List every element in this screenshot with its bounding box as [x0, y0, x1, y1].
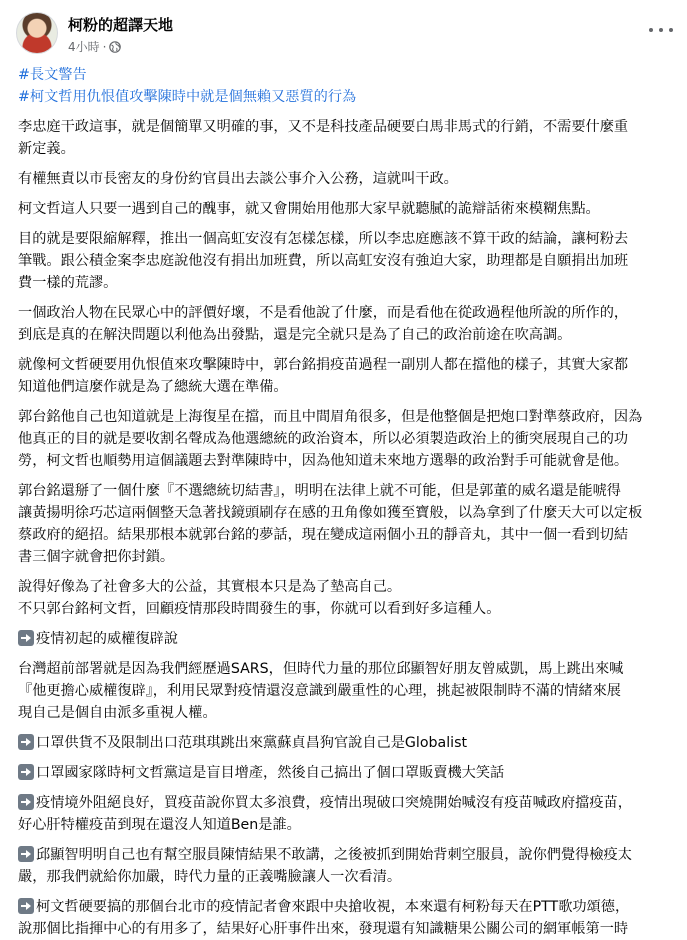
paragraph-line: 郭台銘他自己也知道就是上海復星在擋，而且中間眉角很多，但是他整個是把炮口對準蔡政府，因為	[18, 409, 643, 425]
post-paragraph	[18, 576, 674, 620]
arrow-right-icon	[18, 764, 34, 780]
post-paragraph	[18, 228, 674, 294]
arrow-right-icon	[18, 734, 34, 750]
more-options-icon[interactable]	[649, 22, 673, 38]
paragraph-line: 費一樣的荒謬。	[18, 275, 118, 291]
post-paragraph	[18, 406, 674, 472]
paragraph-line: 說那個比指揮中心的有用多了，結果好心肝事件出來，發現還有知識糖果公關公司的網軍帳第一時	[18, 921, 629, 937]
paragraph-line: 邱顯智明明自己也有幫空服員陳情結果不敢講，之後被抓到開始背刺空服員，說你們覺得檢疫太	[36, 847, 632, 863]
paragraph-line: 新定義。	[18, 141, 75, 157]
paragraph-line: 有權無責以市長密友的身份約官員出去談公事介入公務，這就叫干政。	[18, 171, 458, 187]
paragraph-line: 現自己是個自由派多重視人權。	[18, 705, 217, 721]
arrow-right-icon	[18, 794, 34, 810]
post-meta	[68, 38, 121, 55]
post-timestamp[interactable]: 4小時	[68, 40, 100, 54]
paragraph-line: 目的就是要限縮解釋，推出一個高虹安沒有怎樣怎樣，所以李忠庭應該不算干政的結論，讓柯粉去	[18, 231, 629, 247]
paragraph-line: 知道他們這麼作就是為了總統大選在準備。	[18, 379, 288, 395]
paragraph-line: 郭台銘還掰了一個什麼『不選總統切結書』，明明在法律上就不可能，但是郭董的威名還是能唬得	[18, 483, 621, 499]
paragraph-line: 書三個字就會把你封鎖。	[18, 549, 175, 565]
paragraph-line: 口罩供貨不及限制出口范琪琪跳出來黨蘇貞昌狗官說自己是Globalist	[36, 735, 468, 751]
arrow-right-icon	[18, 630, 34, 646]
paragraph-line: 『他更擔心威權復辟』，利用民眾對疫情還沒意識到嚴重性的心理，挑起被限制時不滿的情緒來展	[18, 683, 621, 699]
post-paragraph	[18, 302, 674, 346]
post-header	[0, 0, 687, 64]
paragraph-line: 嚴，那我們就給你加嚴，時代力量的正義嘴臉讓人一次看清。	[18, 869, 402, 885]
paragraph-line: 勞，柯文哲也順勢用這個議題去對準陳時中，因為他知道未來地方選舉的政治對手可能就會是他。	[18, 453, 629, 469]
post-paragraph	[18, 116, 674, 160]
paragraph-line: 他真正的目的就是要收割名聲成為他選總統的政治資本，所以必須製造政治上的衝突展現自己的功	[18, 431, 629, 447]
paragraph-line: 筆戰。跟公積金案李忠庭說他沒有捐出加班費，所以高虹安沒有強迫大家，助理都是自願捐出加班	[18, 253, 629, 269]
paragraph-line: 李忠庭干政這事，就是個簡單又明確的事，又不是科技產品硬要白馬非馬式的行銷，不需要什麼重	[18, 119, 629, 135]
paragraph-line: 柯文哲硬要搞的那個台北市的疫情記者會來跟中央搶收視，本來還有柯粉每天在PTT歌功頌德，	[36, 899, 630, 915]
hashtag-link[interactable]: #長文警告	[18, 67, 87, 83]
page-avatar[interactable]	[16, 12, 58, 54]
hashtag-link[interactable]: #柯文哲用仇恨值攻擊陳時中就是個無賴又惡質的行為	[18, 89, 357, 105]
paragraph-line: 疫情境外阻絕良好，買疫苗說你買太多浪費，疫情出現破口突燒開始喊沒有疫苗喊政府擋疫苗，	[36, 795, 632, 811]
paragraph-line: 就像柯文哲硬要用仇恨值來攻擊陳時中，郭台銘捐疫苗過程一副別人都在擋他的樣子，其實大家都	[18, 357, 629, 373]
arrow-right-icon	[18, 846, 34, 862]
page-name[interactable]: 柯粉的超譯天地	[68, 16, 174, 34]
paragraph-line: 好心肝特權疫苗到現在還沒人知道Ben是誰。	[18, 817, 301, 833]
paragraph-line: 疫情初起的威權復辟說	[36, 631, 178, 647]
paragraph-line: 不只郭台銘柯文哲，回顧疫情那段時間發生的事，你就可以看到好多這種人。	[18, 601, 501, 617]
post-paragraph	[18, 792, 674, 836]
post-paragraph	[18, 198, 674, 220]
post-paragraph	[18, 354, 674, 398]
globe-icon[interactable]	[109, 41, 121, 53]
post-paragraph	[18, 732, 674, 754]
post-paragraph	[18, 628, 674, 650]
post-paragraph	[18, 168, 674, 190]
post-paragraph	[18, 844, 674, 888]
paragraph-line: 蔡政府的絕招。結果那根本就郭台銘的夢話，現在變成這兩個小丑的靜音丸，其中一個一看到切結	[18, 527, 629, 543]
paragraph-line: 台灣超前部署就是因為我們經歷過SARS，但時代力量的那位邱顯智好朋友曾威凱，馬上跳出來喊	[18, 661, 624, 677]
post-paragraph	[18, 658, 674, 724]
post-paragraph	[18, 762, 674, 784]
post-paragraph	[18, 480, 674, 568]
post-paragraph	[18, 896, 674, 940]
post-content	[18, 64, 674, 940]
meta-separator: ·	[102, 39, 107, 54]
arrow-right-icon	[18, 898, 34, 914]
paragraph-line: 一個政治人物在民眾心中的評價好壞，不是看他說了什麼，而是看他在從政過程他所說的所作的，	[18, 305, 629, 321]
paragraph-line: 柯文哲這人只要一遇到自己的醜事，就又會開始用他那大家早就聽膩的詭辯話術來模糊焦點。	[18, 201, 600, 217]
paragraph-line: 到底是真的在解決問題以利他為出發點，還是完全就只是為了自己的政治前途在吹高調。	[18, 327, 572, 343]
paragraph-line: 口罩國家隊時柯文哲黨這是盲目增產，然後自己搞出了個口罩販賣機大笑話	[36, 765, 505, 781]
paragraph-line: 讓黃揚明徐巧芯這兩個整天急著找鏡頭刷存在感的丑角像如獲至寶般，以為拿到了什麼天大可以定板	[18, 505, 643, 521]
paragraph-line: 說得好像為了社會多大的公益，其實根本只是為了墊高自己。	[18, 579, 402, 595]
